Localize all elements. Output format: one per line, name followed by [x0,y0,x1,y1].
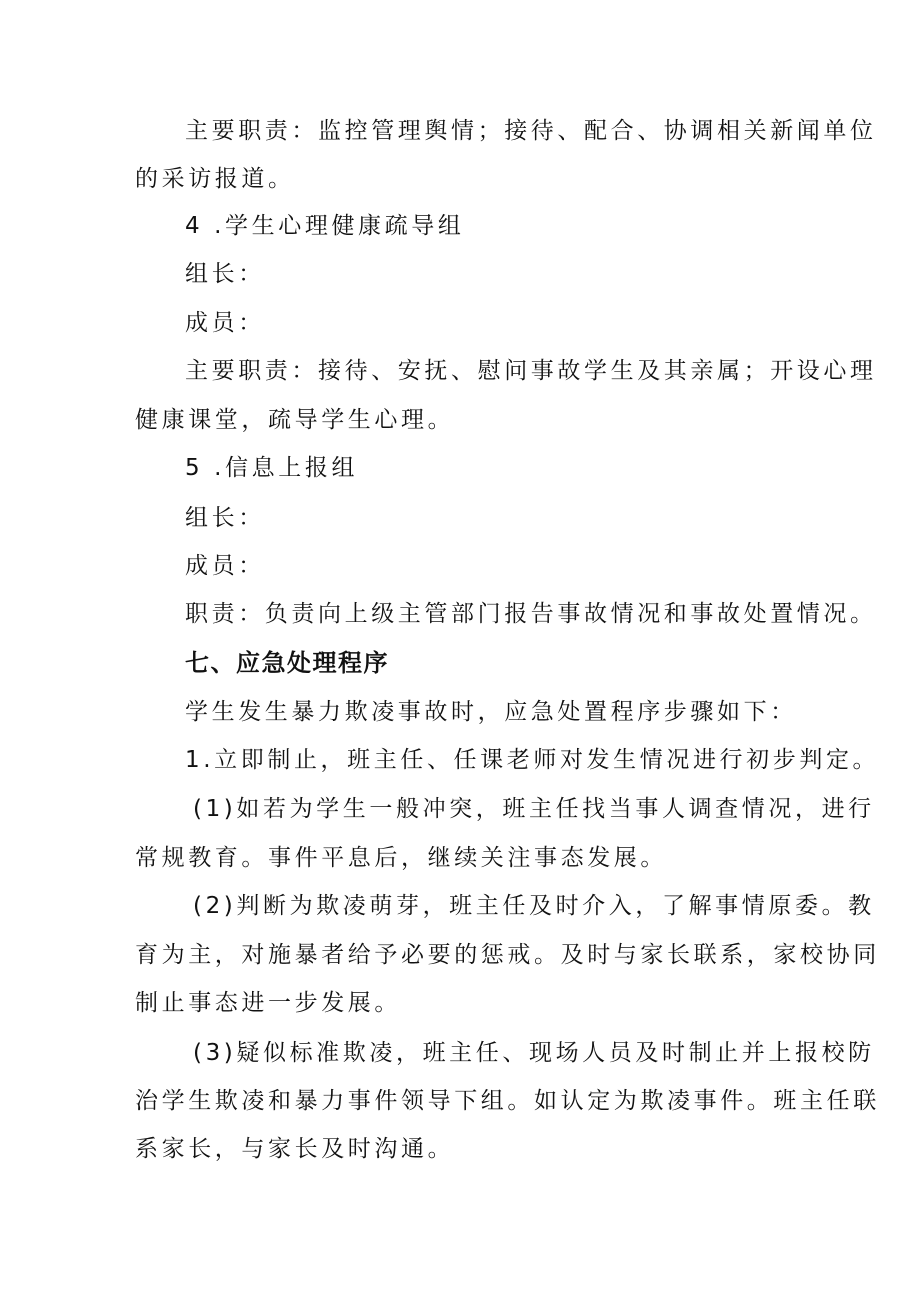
group-leader-label: 组长： [185,505,265,531]
paragraph-line: 1.立即制止，班主任、任课老师对发生情况进行初步判定。 [185,747,880,773]
paragraph-line: 主要职责：监控管理舆情；接待、配合、协调相关新闻单位 [185,118,877,144]
section-item-heading: 4 .学生心理健康疏导组 [185,213,465,239]
group-leader-label: 组长： [185,261,265,287]
paragraph-line: 治学生欺凌和暴力事件领导下组。如认定为欺凌事件。班主任联 [135,1088,880,1114]
group-members-label: 成员： [185,310,265,336]
section-heading: 七、应急处理程序 [185,649,389,677]
paragraph-line: (1)如若为学生一般冲突，班主任找当事人调查情况，进行 [193,796,875,822]
section-item-heading: 5 .信息上报组 [185,455,359,481]
paragraph-line: 的采访报道。 [135,166,295,192]
paragraph-line: (2)判断为欺凌萌芽，班主任及时介入，了解事情原委。教 [193,893,875,919]
paragraph-line: (3)疑似标准欺凌，班主任、现场人员及时制止并上报校防 [193,1040,875,1066]
paragraph-line: 育为主，对施暴者给予必要的惩戒。及时与家长联系，家校协同 [135,942,880,968]
group-members-label: 成员： [185,553,265,579]
paragraph-line: 常规教育。事件平息后，继续关注事态发展。 [135,845,667,871]
paragraph-line: 系家长，与家长及时沟通。 [135,1136,455,1162]
paragraph-line: 主要职责：接待、安抚、慰问事故学生及其亲属；开设心理 [185,358,877,384]
paragraph-line: 制止事态进一步发展。 [135,990,401,1016]
paragraph-line: 健康课堂，疏导学生心理。 [135,407,455,433]
paragraph-line: 职责：负责向上级主管部门报告事故情况和事故处置情况。 [185,601,877,627]
paragraph-line: 学生发生暴力欺凌事故时，应急处置程序步骤如下： [185,699,797,725]
